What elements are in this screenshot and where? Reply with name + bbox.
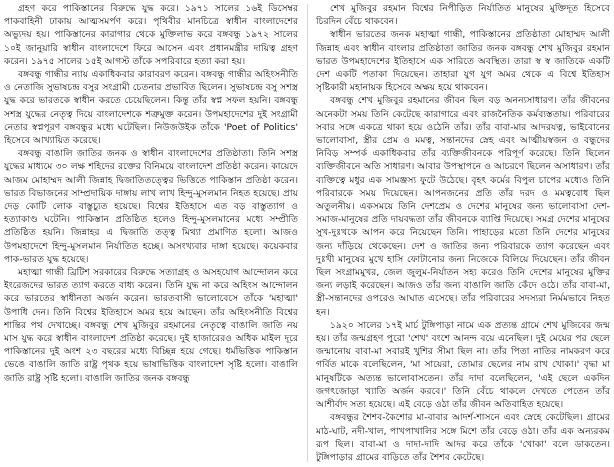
paragraph: বঙ্গবন্ধু গান্ধীর ন্যায় একাধিকবার কারাবরণ করেন। বঙ্গবন্ধু গান্ধীর অহিংসনীতি ও নেতাজি সুভাষচন্দ্র বসুর সংগ্রামী চেতনার প্রভাবিত ছিলেন। সুভাষচন্দ্র বসু সশস্ত্র যুদ্ধ করে ভারতকে স্বাধীন করতে চেয়েছিলেন। কিন্তু তাঁর স্বপ্ন সফল হয়নি। বঙ্গবন্ধু সশস্ত্র যুদ্ধের নেতৃত্ব দিয়ে বাংলাদেশকে শত্রুমুক্ত করেন। উপমহাদেশের দুই সংগ্রামী নেতার স্বপ্নপূরণ বঙ্গবন্ধুর মধ্যে ঘটেছিল। নিউজউইক তাঁকে 'Poet of Politics' হিসেবে আখ্যায়িত করেছে। [4, 69, 298, 147]
paragraph: ১৯২০ সালের ১৭ই মার্চ টুঙ্গিপাড়া নামে এক প্রত্যন্ত গ্রামে শেখ মুজিবের জন্ম হয়। তাঁর জন্মগ্রহণ পুরো 'শেখ' বংশে আনন্দ বয়ে এনেছিল। দুই মেয়ের পর ছেলে জন্মানোয় বাবা-মা সবারই খুশির সীমা ছিল না। তাঁর পিতা নাতির নামকরণ করে গর্বিত মাকে বলেছিলেন, 'মা সায়েরা, তোমার ছেলের নাম রাখ খোকা।' বৃদ্ধা মা মানুষটিকে অত্যন্ত ভালোবাসতেন। তাঁর দাদা বলেছিলেন, 'এই ছেলে একদিন জগৎজোড়া খ্যাতি অর্জন করবে।' তিনি বেঁচে থাকলে দেখতে পেতেন তাঁর আশীর্বাদ সত্য হয়েছে। এই বেড়ে ওঠা তাঁর জীবন অতিবাহিত হয়েছে। [316, 319, 610, 411]
paragraph: গ্রহণ করে পাকিস্তানের বিরুদ্ধে যুদ্ধ করে। ১৯৭১ সালের ১৬ই ডিসেম্বর পাকবাহিনী ঢাকায় আত্মসমর্পণ করে। পৃথিবীর মানচিত্রে স্বাধীন বাংলাদেশের অভ্যুদয় হয়। পাকিস্তানের কারাগার থেকে মুক্তিলাভ করে বঙ্গবন্ধু ১৯৭২ সালের ১০ই জানুয়ারি স্বাধীন বাংলাদেশে ফিরে আসেন এবং প্রধানমন্ত্রীর দায়িত্ব গ্রহণ করেন। ১৯৭৫ সালের ১৫ই আগস্ট তাঁকে সপরিবারে হত্যা করা হয়। [4, 3, 298, 67]
paragraph: বঙ্গবন্ধু শেখ মুজিবুর রহমানের জীবন ছিল বড় অনন্যসাধারণ। তাঁর জীবনের অনেকটা সময় তিনি কেটেছে কারাগারে এবং রাজনৈতিক কর্মব্যস্ততায়। পরিবারের সবার সঙ্গে একত্রে থাকা হয়ে ওঠেনি তাঁর। তাঁর বাবা-মার আদরযত্ন, ভাইবোনের ভালোবাসা, স্ত্রীর প্রেম ও মমত্ব, সন্তানদের স্নেহ এবং আত্মীয়স্বজন ও বন্ধুদের নিবিড় সম্পর্ক একাধিকবার তাঁর ব্যক্তিজীবনকে পরিপূর্ণ করেছে। তিনি ছিলেন ব্যক্তিজীবনে অতি সাধারণ। আবার উপস্থাপনে ও আচরণে ছিলেন অসাধারণ। তাঁর ব্যক্তিত্বে মধুর এক সামঞ্জস্য ফুটে উঠেছে। বৃহৎ কর্মের বিপুল চাপের মধ্যেও তিনি পরিবারকে সময় দিয়েছেন। আপনজনের প্রতি তাঁর দরদ ও মমত্ববোধ ছিল অতুলনীয়। একসময়ে তিনি দেশপ্রেম ও দেশের মানুষের জন্য ভালোবাসা দেশ-সমাজ-মানুষের প্রতি দায়বদ্ধতা তাঁর জীবনকে ব্যাপ্তি দিয়েছে। সমগ্র দেশের মানুষের সুখ-দুঃখকে আপন করে নিয়েছেন তিনি। পাহাড়ের মতো তিনি দেশের মানুষের জন্য দাঁড়িয়ে থেকেছেন। দেশ ও জাতির জন্য পরিবারকে ত্যাগ করেছেন এবং দুঃখী মানুষের মুখে হাসি ফোটানোর জন্য নিজেকে বিলিয়ে দিয়েছেন। তাঁর জীবন ছিল সংগ্রামমুখর, জেল জুলুম-নির্যাতন সহ্য করেও তিনি দেশের মানুষের মুক্তির জন্য লড়াই করেছেন। আজও তাঁর জন্য বাঙালি জাতি কেঁদে ওঠে। তাঁর বাবা-মা, স্ত্রী-সন্তানদের ওপরেও আঘাত এসেছে। তাঁর পরিবারের সদস্যরা নির্মমভাবে নিহত হন। [316, 95, 610, 318]
paragraph: শেখ মুজিবুর রহমান বিশ্বের নিপীড়িত নির্যাতিত মানুষের মুক্তিদূত হিসেবে চিরদিন বেঁচে থাকবেন। [316, 3, 610, 28]
paragraph: বঙ্গবন্ধু বাঙালি জাতির জনক ও স্বাধীন বাংলাদেশের প্রতিষ্ঠাতা। তিনি সশস্ত্র যুদ্ধের মাধ্যমে ৩০ লক্ষ শহিদের রক্তের বিনিময়ে বাংলাদেশ প্রতিষ্ঠা করেন। কায়েদে আজম মোহাম্মদ আলী জিন্নাহ দ্বিজাতিতত্ত্বের ভিত্তিতে পাকিস্তান প্রতিষ্ঠা করেন। ভারত বিভাজনের সাম্প্রদায়িক দাঙ্গায় লাখ লাখ হিন্দু-মুসলমান নিহত হয়েছে। প্রায় দেড় কোটি লোক বাস্তুচ্যুত হয়েছে। বিশ্বের ইতিহাসে এত বড় বাস্তুত্যাগ ও হত্যাকাণ্ড ঘটেনি। পাকিস্তান প্রতিষ্ঠিত হলেও হিন্দু-মুসলমানের মধ্যে সম্প্রীতি প্রতিষ্ঠিত হয়নি। জিন্নাহর এ দ্বিজাতি তত্ত্ব মিথ্যা প্রমাণিত হলো। আজও উপমহাদেশে হিন্দু-মুসলমান নির্যাতিত হচ্ছে। অসংখ্যবার দাঙ্গা হয়েছে। কয়েকবার পাক-ভারত যুদ্ধ হয়েছে। [4, 148, 298, 265]
left-text-column [4, 2, 298, 464]
paragraph: বঙ্গবন্ধুর শৈশব-কৈশোর মা-বাবার আদর্শ-শাসনে এবং স্নেহে কেটেছিল। গ্রামের মাঠ-ঘাট, নদী-খাল, পাখপাখালির সঙ্গে মিশে তাঁর বেড়ে ওঠা। তাঁর এক অন্যরকম রূপ ছিল। বাবা-মা ও দাদা-দাদি আদর করে তাঁকে 'খোকা' বলে ডাকতেন। টুঙ্গিপাড়ার গ্রামের বাড়িতে তাঁর শৈশব কেটেছে। [316, 412, 610, 463]
paragraph: মহাত্মা গান্ধী ব্রিটিশ সরকারের বিরুদ্ধে সত্যাগ্রহ ও অসহযোগ আন্দোলন করে ইংরেজদের ভারত ত্যাগ করতে বাধ্য করেন। তিনি যুদ্ধ না করে অহিংস আন্দোলন করে ভারতের স্বাধীনতা অর্জন করেন। ভারতবাসী ভালোবেসে তাঁকে 'মহাত্মা' উপাধি দেন। তিনি বিশ্বের ইতিহাসে অমর হয়ে আছেন। তাঁর অহিংসনীতি বিশ্বের শান্তির পথ দেখাচ্ছে। বঙ্গবন্ধু শেখ মুজিবুর রহমানের নেতৃত্বে বাঙালি জাতি নয় মাস যুদ্ধ করে স্বাধীন বাংলাদেশ প্রতিষ্ঠা করেছে। দুই হাজারেরও অধিক মাইল দূরে পাকিস্তানের দুই অংশ ২৩ বছরের মধ্যে বিচ্ছিন্ন হয়ে গেছে। ধর্মভিত্তিক পাকিস্তান ভেঙে বাঙালি জাতি রাষ্ট্র পৃথক হয়ে ভাষাভিত্তিক বাংলাদেশ সৃষ্টি হলো। বাঙালি জাতি রাষ্ট্র সৃষ্টি হলো। বাঙালি জাতির জনক বঙ্গবন্ধু [4, 267, 298, 384]
paragraph: স্বাধীন ভারতের জনক মহাত্মা গান্ধী, পাকিস্তানের প্রতিষ্ঠাতা মোহাম্মদ আলী জিন্নাহ এবং স্বাধীন বাংলার প্রতিষ্ঠাতা জাতির জনক বঙ্গবন্ধু শেখ মুজিবুর রহমান ভারত উপমহাদেশের ইতিহাসে এক সারিতে অবস্থিত। তারা স্ব স্ব জাতিকে একটি দেশ একটি পতাকা দিয়েছেন। তাহারা যুগ যুগ অমর থেকে এ বিশ্বে ইতিহাস সৃষ্টিকারী মহানায়ক হিসেবে অক্ষয় হয়ে থাকবেন। [316, 29, 610, 94]
right-text-column [316, 2, 610, 464]
column-divider [307, 4, 308, 462]
